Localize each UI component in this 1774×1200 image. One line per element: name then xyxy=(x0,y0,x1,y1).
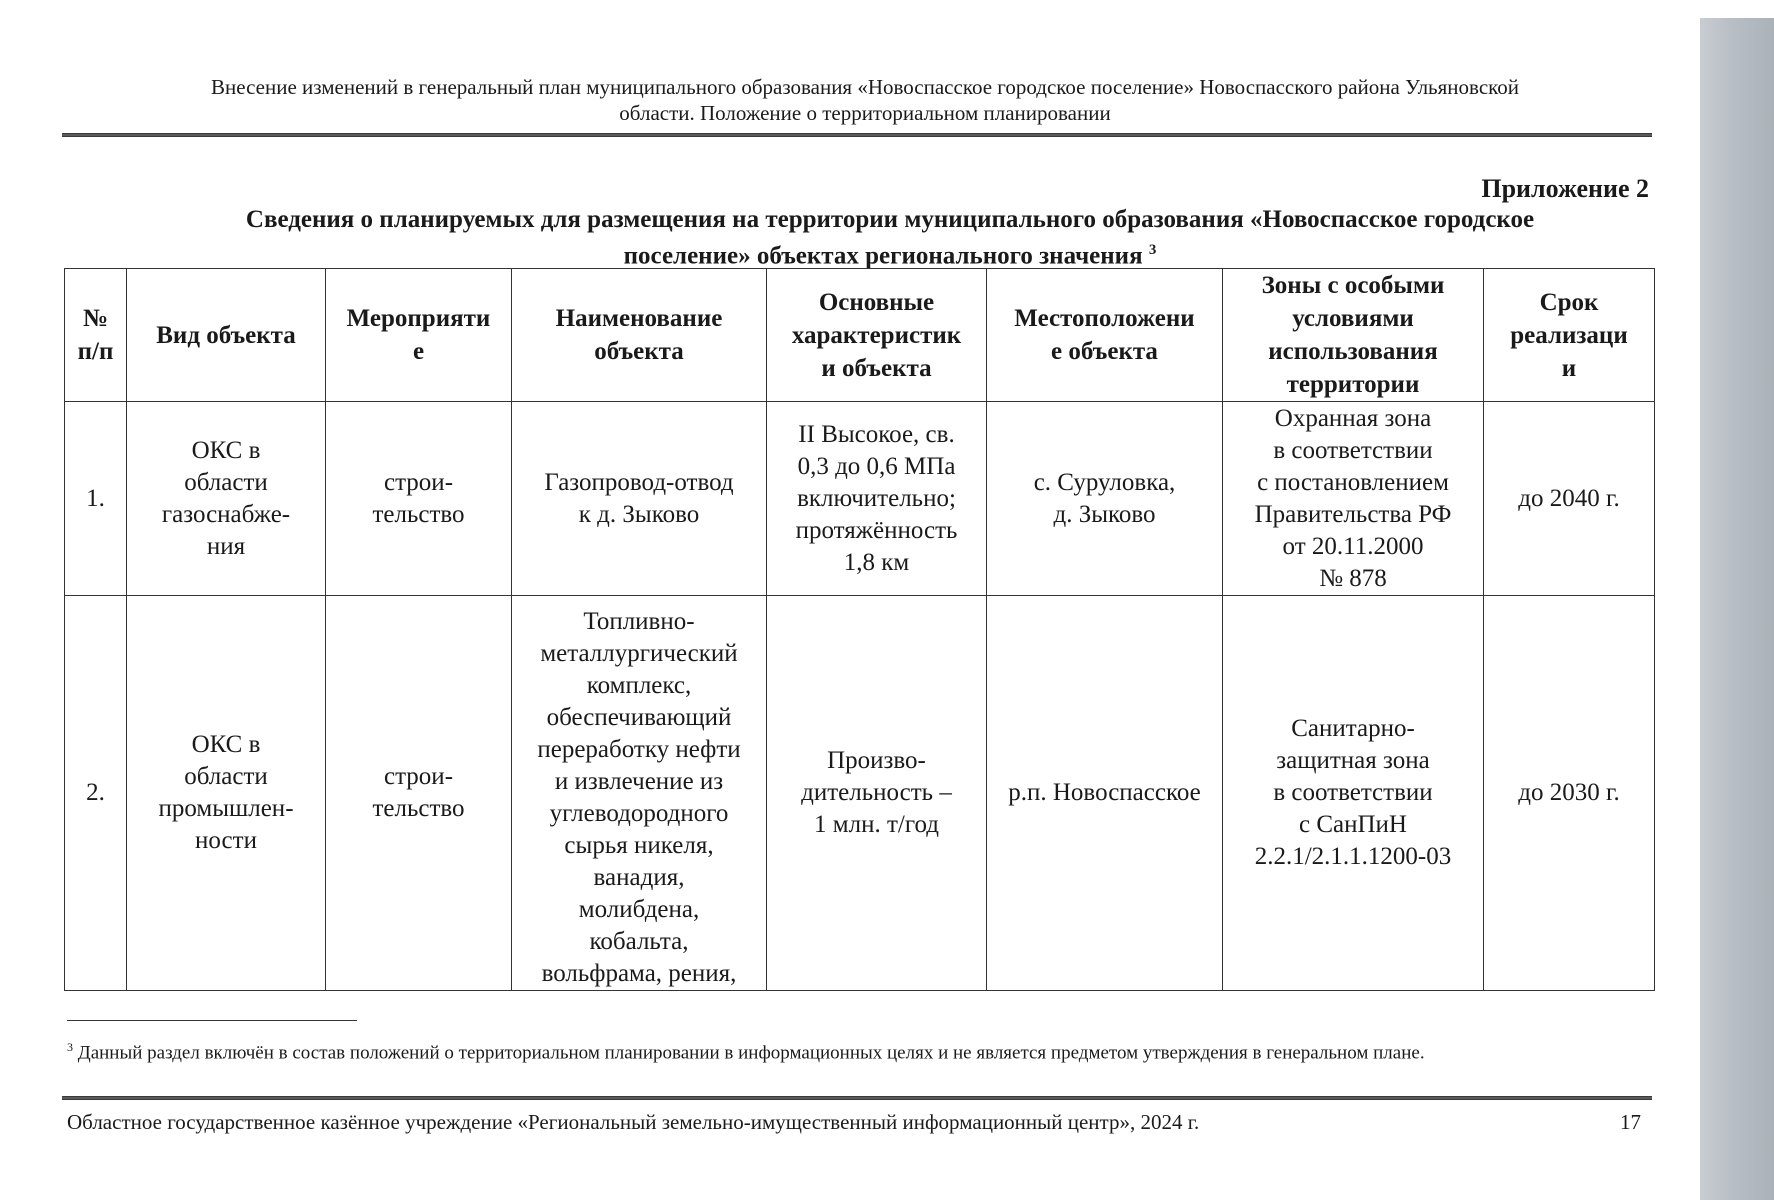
footnote-text: Данный раздел включён в состав положений о территориальном планировании в информационных целях и не является предметом утверждения в генеральном плане. xyxy=(77,1042,1425,1064)
cell-location: р.п. Новоспасское xyxy=(987,596,1223,991)
footnote-reference: 3 xyxy=(1148,242,1157,258)
table-heading-line2 xyxy=(130,235,1650,271)
cell-term: до 2040 г. xyxy=(1484,402,1655,596)
cell-action: строи- тельство xyxy=(326,402,512,596)
footnote xyxy=(67,1034,1647,1066)
col-action: Мероприяти е xyxy=(326,269,512,402)
table-row xyxy=(65,402,1655,596)
page-header xyxy=(60,74,1670,126)
cell-term: до 2030 г. xyxy=(1484,596,1655,991)
col-term: Срок реализаци и xyxy=(1484,269,1655,402)
footnote-marker: 3 xyxy=(67,1040,73,1054)
cell-characteristics: Произво- дительность – 1 млн. т/год xyxy=(767,596,987,991)
footer-rule xyxy=(62,1096,1652,1100)
cell-object-type: ОКС в области газоснабже- ния xyxy=(127,402,326,596)
cell-characteristics: II Высокое, св. 0,3 до 0,6 МПа включительно; протяжённость 1,8 км xyxy=(767,402,987,596)
cell-object-name: Газопровод-отвод к д. Зыково xyxy=(512,402,767,596)
table-row xyxy=(65,596,1655,991)
regional-objects-table xyxy=(64,268,1655,991)
col-location: Местоположени е объекта xyxy=(987,269,1223,402)
footnote-separator xyxy=(67,1020,357,1021)
table-heading-line2-text: поселение» объектах регионального значения xyxy=(623,242,1143,270)
cell-location: с. Суруловка, д. Зыково xyxy=(987,402,1223,596)
col-characteristics: Основные характеристик и объекта xyxy=(767,269,987,402)
table-header-row xyxy=(65,269,1655,402)
cell-object-name: Топливно- металлургический комплекс, обеспечивающий переработку нефти и извлечение из углеводородного сырья никеля, ванадия, молибдена, кобальта, вольфрама, рения, xyxy=(512,596,767,991)
cell-zones: Санитарно- защитная зона в соответствии с СанПиН 2.2.1/2.1.1.1200-03 xyxy=(1223,596,1484,991)
table-heading-line1: Сведения о планируемых для размещения на территории муниципального образования «Новоспасское городское xyxy=(245,206,1535,233)
page-header-line2: области. Положение о территориальном планировании xyxy=(619,101,1111,125)
page-footer: Областное государственное казённое учреждение «Региональный земельно-имущественный информационный центр», 2024 г. xyxy=(67,1110,1200,1134)
cell-number: 1. xyxy=(65,402,127,596)
col-zones: Зоны с особыми условиями использования территории xyxy=(1223,269,1484,402)
appendix-label: Приложение 2 xyxy=(1481,174,1649,203)
cell-action: строи- тельство xyxy=(326,596,512,991)
header-rule xyxy=(62,133,1652,137)
cell-number: 2. xyxy=(65,596,127,991)
cell-zones: Охранная зона в соответствии с постановлением Правительства РФ от 20.11.2000 № 878 xyxy=(1223,402,1484,596)
page-number: 17 xyxy=(1620,1110,1641,1134)
cell-object-type: ОКС в области промышлен- ности xyxy=(127,596,326,991)
table-heading xyxy=(130,204,1650,271)
page-header-line1: Внесение изменений в генеральный план муниципального образования «Новоспасское городское поселение» Новоспасского района Ульяновской xyxy=(210,75,1520,99)
col-object-name: Наименование объекта xyxy=(512,269,767,402)
scan-edge xyxy=(1700,18,1774,1200)
col-number: № п/п xyxy=(65,269,127,402)
col-object-type: Вид объекта xyxy=(127,269,326,402)
